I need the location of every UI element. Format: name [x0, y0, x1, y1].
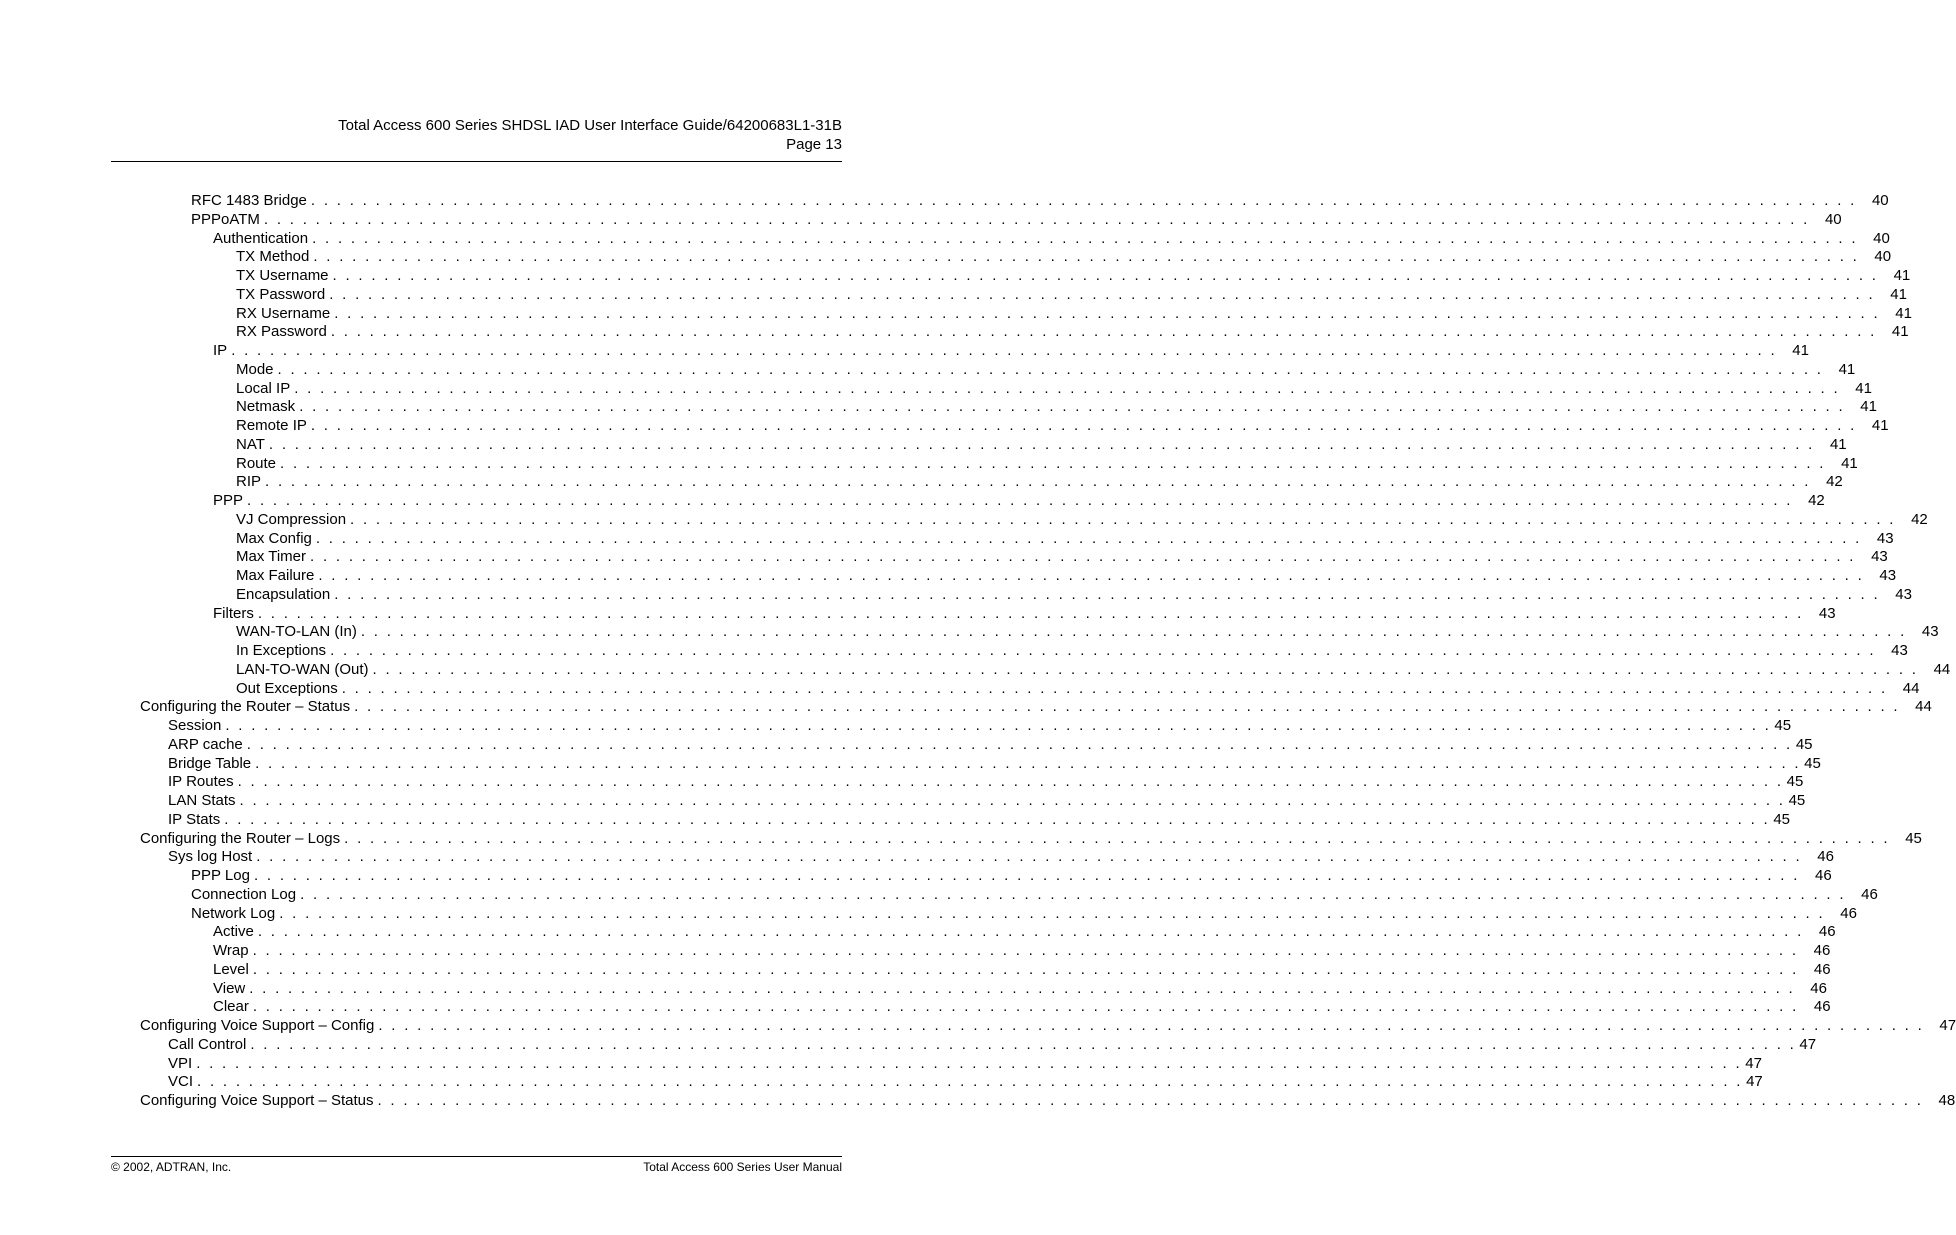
toc-entry-page: 43 — [1871, 548, 1888, 566]
toc-dot-leader: . . . . . . . . . . . . . . . . . . . . . . . . . . . . . . . . . . . . . . . . . . . . . . . . . . . . . . . . . . . . . . . . . . . . . . . . . . . . . . . . . . . . . . . . . . . . . . . . . . . . . . . . . . . . . . . . . . . . . . . . — [257, 604, 1804, 622]
toc-entry-label: Configuring the Router – Status — [140, 698, 351, 716]
toc-entry-label: Configuring Voice Support – Status — [140, 1092, 374, 1109]
toc-dot-leader: . . . . . . . . . . . . . . . . . . . . . . . . . . . . . . . . . . . . . . . . . . . . . . . . . . . . . . . . . . . . . . . . . . . . . . . . . . . . . . . . . . . . . . . . . . . . . . . . . . . . . . . . . . . . . . . . . . . . . . . . — [310, 417, 1857, 434]
toc-entry[interactable] — [140, 1016, 1956, 1035]
toc-entry-page: 46 — [1813, 960, 1831, 978]
toc-entry-label: View — [213, 979, 246, 997]
toc-entry-page: 43 — [1876, 529, 1894, 547]
toc-entry-label: IP Routes — [168, 773, 234, 791]
toc-entry[interactable] — [236, 472, 1843, 491]
toc-entry-label: TX Username — [236, 267, 329, 284]
toc-entry[interactable] — [236, 585, 1912, 604]
toc-entry-page: 41 — [1890, 285, 1907, 303]
toc-entry-label: In Exceptions — [236, 642, 327, 659]
toc-entry-label: Session — [168, 717, 222, 734]
toc-dot-leader: . . . . . . . . . . . . . . . . . . . . . . . . . . . . . . . . . . . . . . . . . . . . . . . . . . . . . . . . . . . . . . . . . . . . . . . . . . . . . . . . . . . . . . . . . . . . . . . . . . . . . . . . . . . . . . . . . . . . . . . . — [268, 435, 1815, 453]
toc-entry-page: 41 — [1841, 454, 1858, 472]
toc-entry-page: 44 — [1915, 698, 1932, 716]
toc-dot-leader: . . . . . . . . . . . . . . . . . . . . . . . . . . . . . . . . . . . . . . . . . . . . . . . . . . . . . . . . . . . . . . . . . . . . . . . . . . . . . . . . . . . . . . . . . . . . . . . . . . . . . . . . . . . . . . . . . . . . . . . . — [330, 323, 1877, 341]
toc-dot-leader: . . . . . . . . . . . . . . . . . . . . . . . . . . . . . . . . . . . . . . . . . . . . . . . . . . . . . . . . . . . . . . . . . . . . . . . . . . . . . . . . . . . . . . . . . . . . . . . . . . . . . . . . . . . . . . . . . . . . . . . . — [252, 942, 1799, 959]
toc-entry[interactable] — [236, 247, 1892, 266]
toc-entry[interactable] — [168, 735, 1813, 754]
toc-entry-page: 46 — [1813, 942, 1831, 959]
toc-entry[interactable] — [236, 397, 1877, 416]
toc-entry-label: Configuring Voice Support – Config — [140, 1017, 375, 1034]
toc-entry[interactable] — [236, 285, 1907, 304]
toc-entry[interactable] — [213, 979, 1827, 998]
toc-entry-page: 43 — [1921, 623, 1939, 641]
toc-entry-label: Wrap — [213, 942, 249, 959]
toc-entry-label: Network Log — [191, 904, 276, 922]
toc-dot-leader: . . . . . . . . . . . . . . . . . . . . . . . . . . . . . . . . . . . . . . . . . . . . . . . . . . . . . . . . . . . . . . . . . . . . . . . . . . . . . . . . . . . . . . . . . . . . . . . . . . . . . . . . . . . . . . . . . . . . . . . . — [377, 1092, 1924, 1109]
toc-entry-page: 41 — [1838, 360, 1856, 378]
toc-dot-leader: . . . . . . . . . . . . . . . . . . . . . . . . . . . . . . . . . . . . . . . . . . . . . . . . . . . . . . . . . . . . . . . . . . . . . . . . . . . . . . . . . . . . . . . . . . . . . . . . . . . . . . . . . . . . . . . . . . . . . . . . — [313, 248, 1860, 266]
toc-entry[interactable] — [236, 379, 1872, 398]
toc-entry[interactable] — [140, 829, 1922, 848]
toc-entry-page: 42 — [1808, 492, 1825, 509]
toc-entry[interactable] — [236, 547, 1888, 566]
toc-entry-label: Remote IP — [236, 417, 307, 434]
toc-entry-page: 43 — [1879, 567, 1897, 584]
toc-entry-page: 45 — [1774, 717, 1792, 734]
toc-dot-leader: . . . . . . . . . . . . . . . . . . . . . . . . . . . . . . . . . . . . . . . . . . . . . . . . . . . . . . . . . . . . . . . . . . . . . . . . . . . . . . . . . . . . . . . . . . . . . . . . . . . . . . . . . . . . . . . . . . . . . . . . — [330, 642, 1876, 659]
toc-entry-page: 46 — [1861, 885, 1878, 903]
toc-entry-label: Mode — [236, 360, 274, 378]
toc-entry-page: 46 — [1813, 998, 1831, 1016]
toc-entry-page: 41 — [1792, 342, 1809, 359]
toc-dot-leader: . . . . . . . . . . . . . . . . . . . . . . . . . . . . . . . . . . . . . . . . . . . . . . . . . . . . . . . . . . . . . . . . . . . . . . . . . . . . . . . . . . . . . . . . . . . . . . . . . . . . . . . . . . . . . . . . . . . . . . . . — [332, 267, 1879, 284]
toc-dot-leader: . . . . . . . . . . . . . . . . . . . . . . . . . . . . . . . . . . . . . . . . . . . . . . . . . . . . . . . . . . . . . . . . . . . . . . . . . . . . . . . . . . . . . . . . . . . . . . . . . . . . . . . . . . . . . . . . . . . . . . . . — [334, 585, 1880, 603]
toc-dot-leader: . . . . . . . . . . . . . . . . . . . . . . . . . . . . . . . . . . . . . . . . . . . . . . . . . . . . . . . . . . . . . . . . . . . . . . . . . . . . . . . . . . . . . . . . . . . . . . . . . . . . . . . . . . . . . . . . . . . . . . . . — [299, 398, 1845, 416]
footer-divider — [111, 1156, 842, 1157]
toc-entry-page: 46 — [1815, 867, 1832, 884]
toc-entry[interactable] — [168, 847, 1834, 866]
toc-entry[interactable] — [236, 322, 1909, 341]
toc-entry-page: 41 — [1893, 267, 1911, 284]
toc-entry-label: Connection Log — [191, 885, 297, 903]
toc-dot-leader: . . . . . . . . . . . . . . . . . . . . . . . . . . . . . . . . . . . . . . . . . . . . . . . . . . . . . . . . . . . . . . . . . . . . . . . . . . . . . . . . . . . . . . . . . . . . . . . . . . . . . . . . . . . . . . . . . . . . . . . . — [329, 285, 1875, 303]
toc-entry-page: 40 — [1871, 192, 1889, 209]
toc-dot-leader: . . . . . . . . . . . . . . . . . . . . . . . . . . . . . . . . . . . . . . . . . . . . . . . . . . . . . . . . . . . . . . . . . . . . . . . . . . . . . . . . . . . . . . . . . . . . . . . . . . . . . . . . . . . . . . . . . . . . . . . . — [246, 735, 1793, 753]
toc-entry[interactable] — [236, 266, 1911, 285]
toc-entry-label: WAN-TO-LAN (In) — [236, 623, 357, 641]
footer-manual-title: Total Access 600 Series User Manual — [643, 1160, 842, 1174]
toc-entry[interactable] — [140, 1091, 1956, 1110]
toc-entry-page: 43 — [1818, 604, 1836, 622]
toc-dot-leader: . . . . . . . . . . . . . . . . . . . . . . . . . . . . . . . . . . . . . . . . . . . . . . . . . . . . . . . . . . . . . . . . . . . . . . . . . . . . . . . . . . . . . . . . . . . . . . . . . . . . . . . . . . . . . . . . . . . . . . . . — [294, 379, 1840, 397]
toc-entry-label: LAN-TO-WAN (Out) — [236, 660, 369, 678]
toc-entry[interactable] — [236, 360, 1856, 379]
toc-entry[interactable] — [236, 416, 1889, 435]
toc-entry[interactable] — [168, 810, 1790, 829]
toc-entry-label: Configuring the Router – Logs — [140, 829, 341, 847]
toc-dot-leader: . . . . . . . . . . . . . . . . . . . . . . . . . . . . . . . . . . . . . . . . . . . . . . . . . . . . . . . . . . . . . . . . . . . . . . . . . . . . . . . . . . . . . . . . . . . . . . . . . . . . . . . . . . . . . . . . . . . . . . . . — [318, 567, 1865, 584]
toc-entry-page: 44 — [1933, 660, 1951, 678]
toc-entry[interactable] — [168, 1054, 1762, 1073]
toc-entry-label: Bridge Table — [168, 754, 252, 772]
toc-entry-page: 46 — [1840, 904, 1857, 922]
toc-dot-leader: . . . . . . . . . . . . . . . . . . . . . . . . . . . . . . . . . . . . . . . . . . . . . . . . . . . . . . . . . . . . . . . . . . . . . . . . . . . . . . . . . . . . . . . . . . . . . . . . . . . . . . . . . . . . . . . . . . . . . . . . — [255, 754, 1801, 772]
toc-dot-leader: . . . . . . . . . . . . . . . . . . . . . . . . . . . . . . . . . . . . . . . . . . . . . . . . . . . . . . . . . . . . . . . . . . . . . . . . . . . . . . . . . . . . . . . . . . . . . . . . . . . . . . . . . . . . . . . . . . . . . . . . — [344, 829, 1890, 847]
toc-dot-leader: . . . . . . . . . . . . . . . . . . . . . . . . . . . . . . . . . . . . . . . . . . . . . . . . . . . . . . . . . . . . . . . . . . . . . . . . . . . . . . . . . . . . . . . . . . . . . . . . . . . . . . . . . . . . . . . . . . . . . . . . — [277, 360, 1824, 378]
toc-entry-page: 40 — [1873, 229, 1890, 247]
toc-entry-label: PPP Log — [191, 867, 250, 884]
toc-entry[interactable] — [236, 660, 1951, 679]
toc-entry-label: RIP — [236, 473, 262, 491]
toc-entry[interactable] — [213, 997, 1831, 1016]
toc-entry[interactable] — [236, 510, 1928, 529]
header-block — [111, 116, 842, 154]
toc-entry-label: NAT — [236, 435, 265, 453]
toc-dot-leader: . . . . . . . . . . . . . . . . . . . . . . . . . . . . . . . . . . . . . . . . . . . . . . . . . . . . . . . . . . . . . . . . . . . . . . . . . . . . . . . . . . . . . . . . . . . . . . . . . . . . . . . . . . . . . . . . . . . . . . . . — [252, 960, 1799, 978]
toc-entry[interactable] — [213, 341, 1809, 360]
toc-entry-label: Max Config — [236, 529, 312, 547]
toc-entry-label: IP Stats — [168, 810, 221, 828]
toc-dot-leader: . . . . . . . . . . . . . . . . . . . . . . . . . . . . . . . . . . . . . . . . . . . . . . . . . . . . . . . . . . . . . . . . . . . . . . . . . . . . . . . . . . . . . . . . . . . . . . . . . . . . . . . . . . . . . . . . . . . . . . . . — [197, 1073, 1743, 1091]
toc-entry[interactable] — [213, 491, 1825, 510]
toc-entry[interactable] — [191, 866, 1832, 885]
toc-entry[interactable] — [168, 1072, 1763, 1091]
toc-entry-label: VPI — [168, 1054, 193, 1072]
toc-dot-leader: . . . . . . . . . . . . . . . . . . . . . . . . . . . . . . . . . . . . . . . . . . . . . . . . . . . . . . . . . . . . . . . . . . . . . . . . . . . . . . . . . . . . . . . . . . . . . . . . . . . . . . . . . . . . . . . . . . . . . . . . — [315, 529, 1862, 547]
toc-entry-label: RX Password — [236, 323, 327, 341]
toc-entry[interactable] — [168, 1035, 1817, 1054]
document-title: Total Access 600 Series SHDSL IAD User Interface Guide/64200683L1-31B — [338, 117, 842, 134]
toc-entry[interactable] — [236, 622, 1939, 641]
toc-dot-leader: . . . . . . . . . . . . . . . . . . . . . . . . . . . . . . . . . . . . . . . . . . . . . . . . . . . . . . . . . . . . . . . . . . . . . . . . . . . . . . . . . . . . . . . . . . . . . . . . . . . . . . . . . . . . . . . . . . . . . . . . — [310, 192, 1857, 209]
toc-entry-page: 45 — [1773, 810, 1790, 828]
toc-entry-label: Encapsulation — [236, 585, 331, 603]
toc-entry-label: RFC 1483 Bridge — [191, 192, 307, 209]
toc-dot-leader: . . . . . . . . . . . . . . . . . . . . . . . . . . . . . . . . . . . . . . . . . . . . . . . . . . . . . . . . . . . . . . . . . . . . . . . . . . . . . . . . . . . . . . . . . . . . . . . . . . . . . . . . . . . . . . . . . . . . . . . . — [263, 210, 1810, 228]
toc-dot-leader: . . . . . . . . . . . . . . . . . . . . . . . . . . . . . . . . . . . . . . . . . . . . . . . . . . . . . . . . . . . . . . . . . . . . . . . . . . . . . . . . . . . . . . . . . . . . . . . . . . . . . . . . . . . . . . . . . . . . . . . . — [224, 810, 1770, 828]
toc-entry[interactable] — [168, 754, 1821, 773]
toc-dot-leader: . . . . . . . . . . . . . . . . . . . . . . . . . . . . . . . . . . . . . . . . . . . . . . . . . . . . . . . . . . . . . . . . . . . . . . . . . . . . . . . . . . . . . . . . . . . . . . . . . . . . . . . . . . . . . . . . . . . . . . . . — [354, 698, 1900, 716]
toc-entry[interactable] — [168, 716, 1792, 735]
toc-entry[interactable] — [213, 922, 1836, 941]
toc-entry-label: PPP — [213, 492, 244, 509]
toc-dot-leader: . . . . . . . . . . . . . . . . . . . . . . . . . . . . . . . . . . . . . . . . . . . . . . . . . . . . . . . . . . . . . . . . . . . . . . . . . . . . . . . . . . . . . . . . . . . . . . . . . . . . . . . . . . . . . . . . . . . . . . . . — [280, 454, 1826, 472]
toc-dot-leader: . . . . . . . . . . . . . . . . . . . . . . . . . . . . . . . . . . . . . . . . . . . . . . . . . . . . . . . . . . . . . . . . . . . . . . . . . . . . . . . . . . . . . . . . . . . . . . . . . . . . . . . . . . . . . . . . . . . . . . . . — [257, 923, 1804, 941]
toc-entry-page: 40 — [1874, 248, 1892, 266]
toc-dot-leader: . . . . . . . . . . . . . . . . . . . . . . . . . . . . . . . . . . . . . . . . . . . . . . . . . . . . . . . . . . . . . . . . . . . . . . . . . . . . . . . . . . . . . . . . . . . . . . . . . . . . . . . . . . . . . . . . . . . . . . . . — [300, 885, 1846, 903]
toc-entry[interactable] — [191, 904, 1857, 923]
toc-entry-page: 42 — [1911, 510, 1928, 528]
toc-dot-leader: . . . . . . . . . . . . . . . . . . . . . . . . . . . . . . . . . . . . . . . . . . . . . . . . . . . . . . . . . . . . . . . . . . . . . . . . . . . . . . . . . . . . . . . . . . . . . . . . . . . . . . . . . . . . . . . . . . . . . . . . — [256, 848, 1802, 866]
toc-entry[interactable] — [213, 604, 1836, 623]
toc-entry-page: 41 — [1860, 398, 1877, 416]
toc-entry[interactable] — [236, 566, 1897, 585]
toc-dot-leader: . . . . . . . . . . . . . . . . . . . . . . . . . . . . . . . . . . . . . . . . . . . . . . . . . . . . . . . . . . . . . . . . . . . . . . . . . . . . . . . . . . . . . . . . . . . . . . . . . . . . . . . . . . . . . . . . . . . . . . . . — [253, 867, 1800, 884]
toc-entry[interactable] — [213, 229, 1890, 248]
toc-entry-page: 47 — [1939, 1017, 1956, 1034]
header-divider — [111, 161, 842, 162]
toc-entry-page: 45 — [1795, 735, 1813, 753]
toc-entry-page: 41 — [1855, 379, 1872, 397]
toc-entry-label: Max Failure — [236, 567, 315, 584]
toc-entry-page: 47 — [1745, 1054, 1762, 1072]
toc-entry-page: 41 — [1895, 304, 1912, 322]
toc-entry-page: 41 — [1829, 435, 1847, 453]
toc-entry-label: VJ Compression — [236, 510, 347, 528]
toc-entry[interactable] — [236, 304, 1912, 323]
toc-entry-label: LAN Stats — [168, 792, 236, 809]
toc-dot-leader: . . . . . . . . . . . . . . . . . . . . . . . . . . . . . . . . . . . . . . . . . . . . . . . . . . . . . . . . . . . . . . . . . . . . . . . . . . . . . . . . . . . . . . . . . . . . . . . . . . . . . . . . . . . . . . . . . . . . . . . . — [350, 510, 1896, 528]
toc-entry[interactable] — [236, 454, 1858, 473]
toc-dot-leader: . . . . . . . . . . . . . . . . . . . . . . . . . . . . . . . . . . . . . . . . . . . . . . . . . . . . . . . . . . . . . . . . . . . . . . . . . . . . . . . . . . . . . . . . . . . . . . . . . . . . . . . . . . . . . . . . . . . . . . . . — [196, 1054, 1742, 1072]
toc-entry-page: 45 — [1804, 754, 1821, 772]
toc-entry-label: PPPoATM — [191, 210, 260, 228]
toc-entry-label: Authentication — [213, 229, 309, 247]
toc-entry-page: 43 — [1891, 642, 1908, 659]
toc-entry-page: 48 — [1938, 1092, 1956, 1109]
toc-entry-page: 40 — [1824, 210, 1842, 228]
toc-entry[interactable] — [140, 697, 1932, 716]
toc-dot-leader: . . . . . . . . . . . . . . . . . . . . . . . . . . . . . . . . . . . . . . . . . . . . . . . . . . . . . . . . . . . . . . . . . . . . . . . . . . . . . . . . . . . . . . . . . . . . . . . . . . . . . . . . . . . . . . . . . . . . . . . . — [252, 998, 1799, 1016]
footer-copyright: © 2002, ADTRAN, Inc. — [111, 1160, 232, 1174]
toc-entry-page: 41 — [1871, 417, 1889, 434]
toc-dot-leader: . . . . . . . . . . . . . . . . . . . . . . . . . . . . . . . . . . . . . . . . . . . . . . . . . . . . . . . . . . . . . . . . . . . . . . . . . . . . . . . . . . . . . . . . . . . . . . . . . . . . . . . . . . . . . . . . . . . . . . . . — [239, 792, 1786, 809]
toc-dot-leader: . . . . . . . . . . . . . . . . . . . . . . . . . . . . . . . . . . . . . . . . . . . . . . . . . . . . . . . . . . . . . . . . . . . . . . . . . . . . . . . . . . . . . . . . . . . . . . . . . . . . . . . . . . . . . . . . . . . . . . . . — [312, 229, 1858, 247]
toc-dot-leader: . . . . . . . . . . . . . . . . . . . . . . . . . . . . . . . . . . . . . . . . . . . . . . . . . . . . . . . . . . . . . . . . . . . . . . . . . . . . . . . . . . . . . . . . . . . . . . . . . . . . . . . . . . . . . . . . . . . . . . . . — [265, 473, 1811, 491]
toc-entry-label: TX Password — [236, 285, 326, 303]
toc-entry[interactable] — [236, 641, 1908, 660]
toc-entry[interactable] — [213, 941, 1831, 960]
toc-dot-leader: . . . . . . . . . . . . . . . . . . . . . . . . . . . . . . . . . . . . . . . . . . . . . . . . . . . . . . . . . . . . . . . . . . . . . . . . . . . . . . . . . . . . . . . . . . . . . . . . . . . . . . . . . . . . . . . . . . . . . . . . — [378, 1017, 1925, 1034]
toc-dot-leader: . . . . . . . . . . . . . . . . . . . . . . . . . . . . . . . . . . . . . . . . . . . . . . . . . . . . . . . . . . . . . . . . . . . . . . . . . . . . . . . . . . . . . . . . . . . . . . . . . . . . . . . . . . . . . . . . . . . . . . . . — [310, 548, 1856, 566]
toc-entry-label: Netmask — [236, 398, 296, 416]
toc-entry-page: 47 — [1746, 1073, 1763, 1091]
toc-entry-label: Local IP — [236, 379, 291, 397]
toc-dot-leader: . . . . . . . . . . . . . . . . . . . . . . . . . . . . . . . . . . . . . . . . . . . . . . . . . . . . . . . . . . . . . . . . . . . . . . . . . . . . . . . . . . . . . . . . . . . . . . . . . . . . . . . . . . . . . . . . . . . . . . . . — [279, 904, 1825, 922]
toc-entry-label: IP — [213, 342, 228, 359]
toc-entry-page: 41 — [1891, 323, 1909, 341]
toc-dot-leader: . . . . . . . . . . . . . . . . . . . . . . . . . . . . . . . . . . . . . . . . . . . . . . . . . . . . . . . . . . . . . . . . . . . . . . . . . . . . . . . . . . . . . . . . . . . . . . . . . . . . . . . . . . . . . . . . . . . . . . . . — [247, 492, 1793, 509]
toc-dot-leader: . . . . . . . . . . . . . . . . . . . . . . . . . . . . . . . . . . . . . . . . . . . . . . . . . . . . . . . . . . . . . . . . . . . . . . . . . . . . . . . . . . . . . . . . . . . . . . . . . . . . . . . . . . . . . . . . . . . . . . . . — [341, 679, 1888, 697]
toc-dot-leader: . . . . . . . . . . . . . . . . . . . . . . . . . . . . . . . . . . . . . . . . . . . . . . . . . . . . . . . . . . . . . . . . . . . . . . . . . . . . . . . . . . . . . . . . . . . . . . . . . . . . . . . . . . . . . . . . . . . . . . . . — [360, 623, 1907, 641]
toc-entry-page: 45 — [1905, 829, 1922, 847]
toc-entry-label: Clear — [213, 998, 249, 1016]
toc-entry-label: ARP cache — [168, 735, 243, 753]
toc-entry[interactable] — [168, 791, 1806, 810]
toc-entry-label: Route — [236, 454, 277, 472]
toc-entry-page: 47 — [1799, 1035, 1817, 1053]
toc-entry-page: 45 — [1786, 773, 1804, 791]
toc-entry[interactable] — [191, 210, 1842, 229]
toc-entry[interactable] — [236, 435, 1847, 454]
toc-entry-label: Level — [213, 960, 249, 978]
toc-entry-label: VCI — [168, 1073, 194, 1091]
toc-entry[interactable] — [236, 529, 1894, 548]
toc-dot-leader: . . . . . . . . . . . . . . . . . . . . . . . . . . . . . . . . . . . . . . . . . . . . . . . . . . . . . . . . . . . . . . . . . . . . . . . . . . . . . . . . . . . . . . . . . . . . . . . . . . . . . . . . . . . . . . . . . . . . . . . . — [237, 773, 1784, 791]
toc-entry[interactable] — [191, 885, 1878, 904]
toc-entry-label: Active — [213, 923, 254, 941]
toc-entry[interactable] — [236, 679, 1920, 698]
toc-entry[interactable] — [191, 191, 1889, 210]
toc-entry-label: Out Exceptions — [236, 679, 338, 697]
toc-entry-label: Sys log Host — [168, 848, 253, 866]
toc-entry[interactable] — [213, 960, 1831, 979]
toc-entry-page: 45 — [1788, 792, 1806, 809]
toc-entry-label: Call Control — [168, 1035, 247, 1053]
toc-entry-label: RX Username — [236, 304, 331, 322]
toc-dot-leader: . . . . . . . . . . . . . . . . . . . . . . . . . . . . . . . . . . . . . . . . . . . . . . . . . . . . . . . . . . . . . . . . . . . . . . . . . . . . . . . . . . . . . . . . . . . . . . . . . . . . . . . . . . . . . . . . . . . . . . . . — [231, 342, 1777, 359]
toc-entry-label: TX Method — [236, 248, 310, 266]
toc-entry[interactable] — [168, 772, 1804, 791]
toc-entry-page: 43 — [1895, 585, 1912, 603]
toc-dot-leader: . . . . . . . . . . . . . . . . . . . . . . . . . . . . . . . . . . . . . . . . . . . . . . . . . . . . . . . . . . . . . . . . . . . . . . . . . . . . . . . . . . . . . . . . . . . . . . . . . . . . . . . . . . . . . . . . . . . . . . . . — [225, 717, 1772, 734]
toc-entry-page: 46 — [1817, 848, 1834, 866]
toc-dot-leader: . . . . . . . . . . . . . . . . . . . . . . . . . . . . . . . . . . . . . . . . . . . . . . . . . . . . . . . . . . . . . . . . . . . . . . . . . . . . . . . . . . . . . . . . . . . . . . . . . . . . . . . . . . . . . . . . . . . . . . . . — [372, 660, 1919, 678]
toc-entry-page: 44 — [1902, 679, 1920, 697]
toc-dot-leader: . . . . . . . . . . . . . . . . . . . . . . . . . . . . . . . . . . . . . . . . . . . . . . . . . . . . . . . . . . . . . . . . . . . . . . . . . . . . . . . . . . . . . . . . . . . . . . . . . . . . . . . . . . . . . . . . . . . . . . . . — [250, 1035, 1797, 1053]
toc-dot-leader: . . . . . . . . . . . . . . . . . . . . . . . . . . . . . . . . . . . . . . . . . . . . . . . . . . . . . . . . . . . . . . . . . . . . . . . . . . . . . . . . . . . . . . . . . . . . . . . . . . . . . . . . . . . . . . . . . . . . . . . . — [334, 304, 1880, 322]
toc-entry-label: Max Timer — [236, 548, 307, 566]
page-number: Page 13 — [786, 136, 842, 153]
toc-dot-leader: . . . . . . . . . . . . . . . . . . . . . . . . . . . . . . . . . . . . . . . . . . . . . . . . . . . . . . . . . . . . . . . . . . . . . . . . . . . . . . . . . . . . . . . . . . . . . . . . . . . . . . . . . . . . . . . . . . . . . . . . — [249, 979, 1795, 997]
toc-entry-label: Filters — [213, 604, 254, 622]
toc-entry-page: 42 — [1826, 473, 1843, 491]
toc-entry-page: 46 — [1818, 923, 1836, 941]
toc-entry-page: 46 — [1810, 979, 1827, 997]
